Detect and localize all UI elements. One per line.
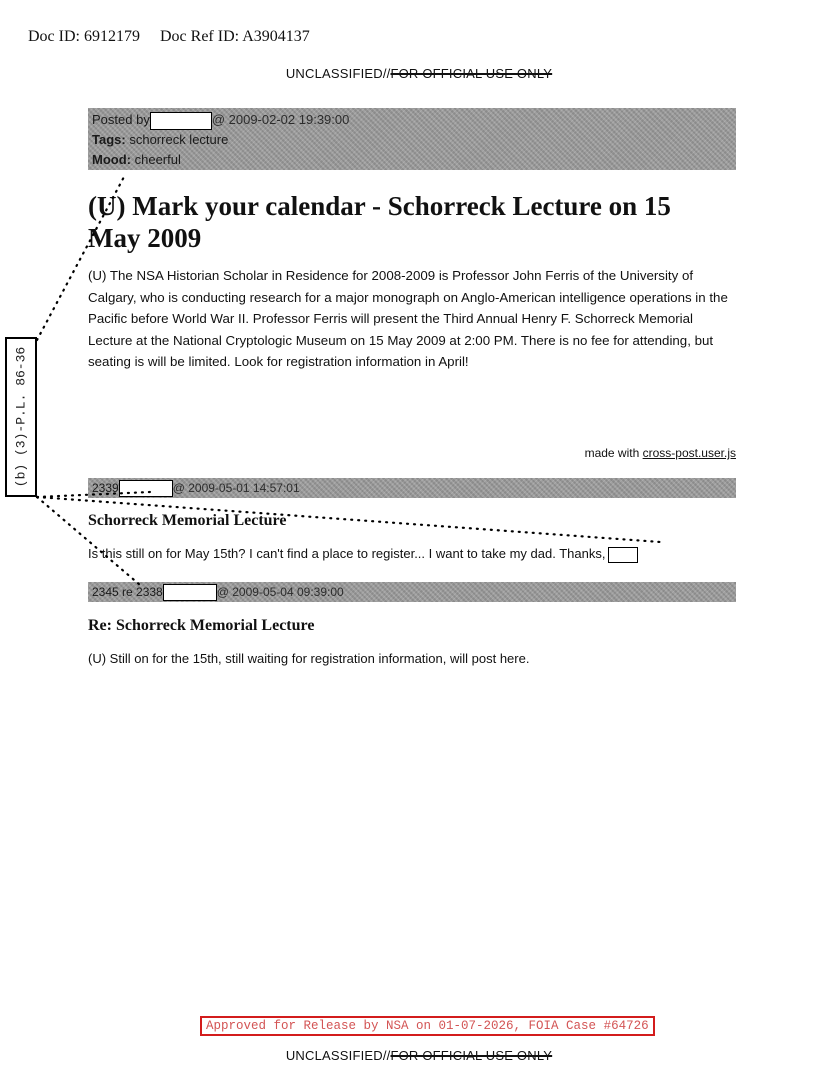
exemption-label: (b) (3)-P.L. 86-36	[13, 346, 29, 488]
tags-value[interactable]: schorreck lecture	[129, 132, 229, 147]
doc-ref-id: Doc Ref ID: A3904137	[159, 28, 310, 45]
reply-title: Re: Schorreck Memorial Lecture	[88, 617, 315, 634]
release-stamp: Approved for Release by NSA on 01-07-2026, FOIA Case #64726	[200, 1016, 655, 1036]
post-title: (U) Mark your calendar - Schorreck Lecture on 15 May 2009	[88, 191, 671, 253]
reply-id: 2345 re 2338	[92, 585, 163, 599]
exemption-marking	[5, 337, 37, 497]
comment-body: Is this still on for May 15th? I can't find a place to register... I want to take my dad. Thanks,	[88, 546, 606, 561]
tags-label: Tags:	[92, 132, 126, 147]
posted-by-label: Posted by	[92, 112, 150, 127]
cross-post-link[interactable]: cross-post.user.js	[642, 446, 736, 460]
classification-prefix: UNCLASSIFIED//	[285, 1048, 391, 1063]
comment-id: 2339	[92, 481, 119, 495]
classification-struck-caveat: FOR OFFICIAL USE ONLY	[390, 66, 553, 81]
mood-value: cheerful	[134, 152, 181, 167]
comment-timestamp: @ 2009-05-01 14:57:01	[172, 481, 300, 495]
mood-label: Mood:	[92, 152, 131, 167]
post-timestamp: @ 2009-02-02 19:39:00	[211, 112, 350, 127]
reply-text: (U) Still on for the 15th, still waiting for registration information, will post here.	[88, 651, 530, 666]
comment-title: Schorreck Memorial Lecture	[88, 512, 287, 529]
reply-timestamp: @ 2009-05-04 09:39:00	[216, 585, 344, 599]
classification-banner-bottom	[0, 1048, 838, 1063]
post-body: (U) The NSA Historian Scholar in Residence for 2008-2009 is Professor John Ferris of the University of Calgary, who is conducting research for a major monograph on Anglo-American intelligence operations in the Pacific before World War II. Professor Ferris will present the Third Annual Henry F. Schorreck Memorial Lecture at the National Cryptologic Museum on 15 May 2009 at 2:00 PM. There is no fee for attending, but seating is will be limited. Look for registration information in April!	[88, 268, 728, 369]
classification-struck-caveat: FOR OFFICIAL USE ONLY	[390, 1048, 553, 1063]
doc-id: Doc ID: 6912179	[28, 28, 140, 45]
classification-prefix: UNCLASSIFIED//	[285, 66, 391, 81]
made-with-label: made with	[584, 446, 640, 460]
